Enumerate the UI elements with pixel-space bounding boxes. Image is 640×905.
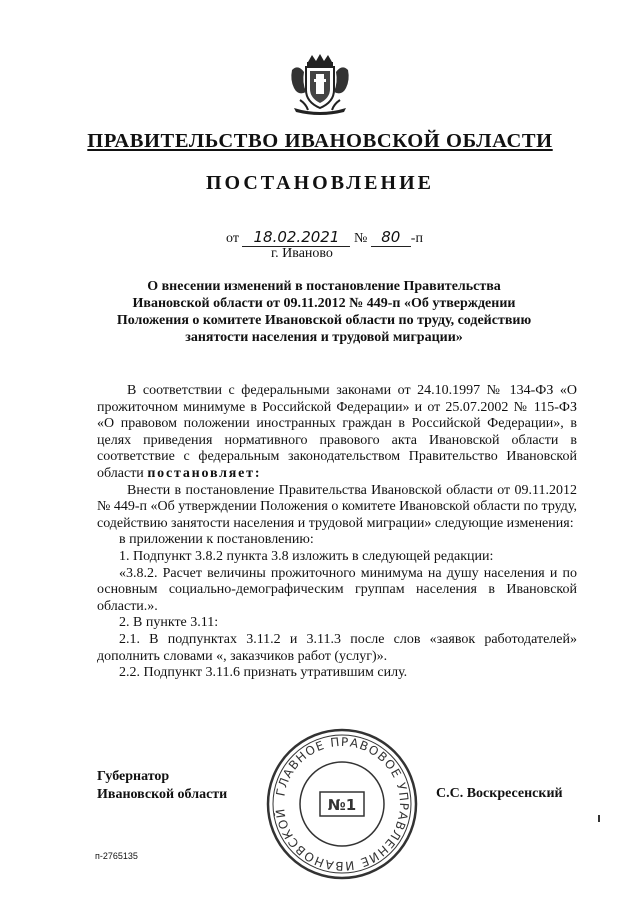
document-subject	[90, 278, 558, 346]
subject-line: О внесении изменений в постановление Правительства	[147, 279, 501, 294]
intro-paragraph: Внести в постановление Правительства Ивановской области от 09.11.2012 № 449-п «Об утверждении Положения о комитете Ивановской области по труду, содействию занятости населения и трудовой миграции» следующие изменения:	[97, 482, 577, 531]
document-number: 80	[371, 228, 411, 247]
number-suffix: -п	[410, 231, 423, 246]
preamble-paragraph	[97, 383, 577, 483]
position-line: Губернатор	[97, 769, 170, 784]
decree-word: постановляет:	[147, 465, 262, 481]
government-title: ПРАВИТЕЛЬСТВО ИВАНОВСКОЙ ОБЛАСТИ	[87, 130, 553, 152]
subject-line: Положения о комитете Ивановской области по труду, содействию	[116, 313, 532, 328]
document-code: п-2765135	[95, 851, 138, 861]
city-line: г. Иваново	[271, 246, 333, 261]
seal-ring-text: ГЛАВНОЕ ПРАВОВОЕ УПРАВЛЕНИЕ ИВАНОВСКОЙ	[272, 734, 412, 874]
registration-line	[226, 228, 423, 247]
item-1-text: «3.8.2. Расчет величины прожиточного минимума на душу населения и по основным социально-демографическим группам населения в Ивановской области.».	[97, 565, 577, 614]
subject-line: Ивановской области от 09.11.2012 № 449-п «Об утверждении	[132, 296, 516, 311]
seal-center-text: №1	[327, 796, 357, 814]
signatory-position	[97, 768, 227, 804]
item-2: 2. В пункте 3.11:	[119, 615, 219, 631]
number-label: №	[353, 231, 368, 246]
item-2-1: 2.1. В подпунктах 3.11.2 и 3.11.3 после слов «заявок работодателей» дополнить словами «, заказчиков работ (услуг)».	[97, 631, 577, 664]
document-body	[97, 383, 577, 682]
coat-of-arms-icon	[286, 52, 354, 116]
item-2-2: 2.2. Подпункт 3.11.6 признать утратившим силу.	[119, 665, 408, 681]
preamble-text: В соответствии с федеральными законами от 24.10.1997 № 134-ФЗ «О прожиточном минимуме в Российской Федерации» и от 25.07.2002 № 115-ФЗ «О правовом положении иностранных граждан в Российской Федерации», в целях приведения нормативного правового акта Ивановской области в соответствие с федеральным законодательством Правительство Ивановской области	[97, 383, 577, 481]
official-seal-stamp	[262, 724, 422, 884]
document-date: 18.02.2021	[242, 228, 350, 247]
signatory-name: С.С. Воскресенский	[436, 786, 563, 801]
subject-line: занятости населения и трудовой миграции»	[185, 330, 463, 345]
item-1: 1. Подпункт 3.8.2 пункта 3.8 изложить в следующей редакции:	[119, 548, 494, 564]
margin-mark	[598, 815, 600, 822]
document-type-title: ПОСТАНОВЛЕНИЕ	[206, 172, 434, 194]
position-line: Ивановской области	[97, 787, 228, 802]
date-prefix: от	[226, 231, 239, 246]
appendix-line: в приложении к постановлению:	[119, 532, 314, 548]
